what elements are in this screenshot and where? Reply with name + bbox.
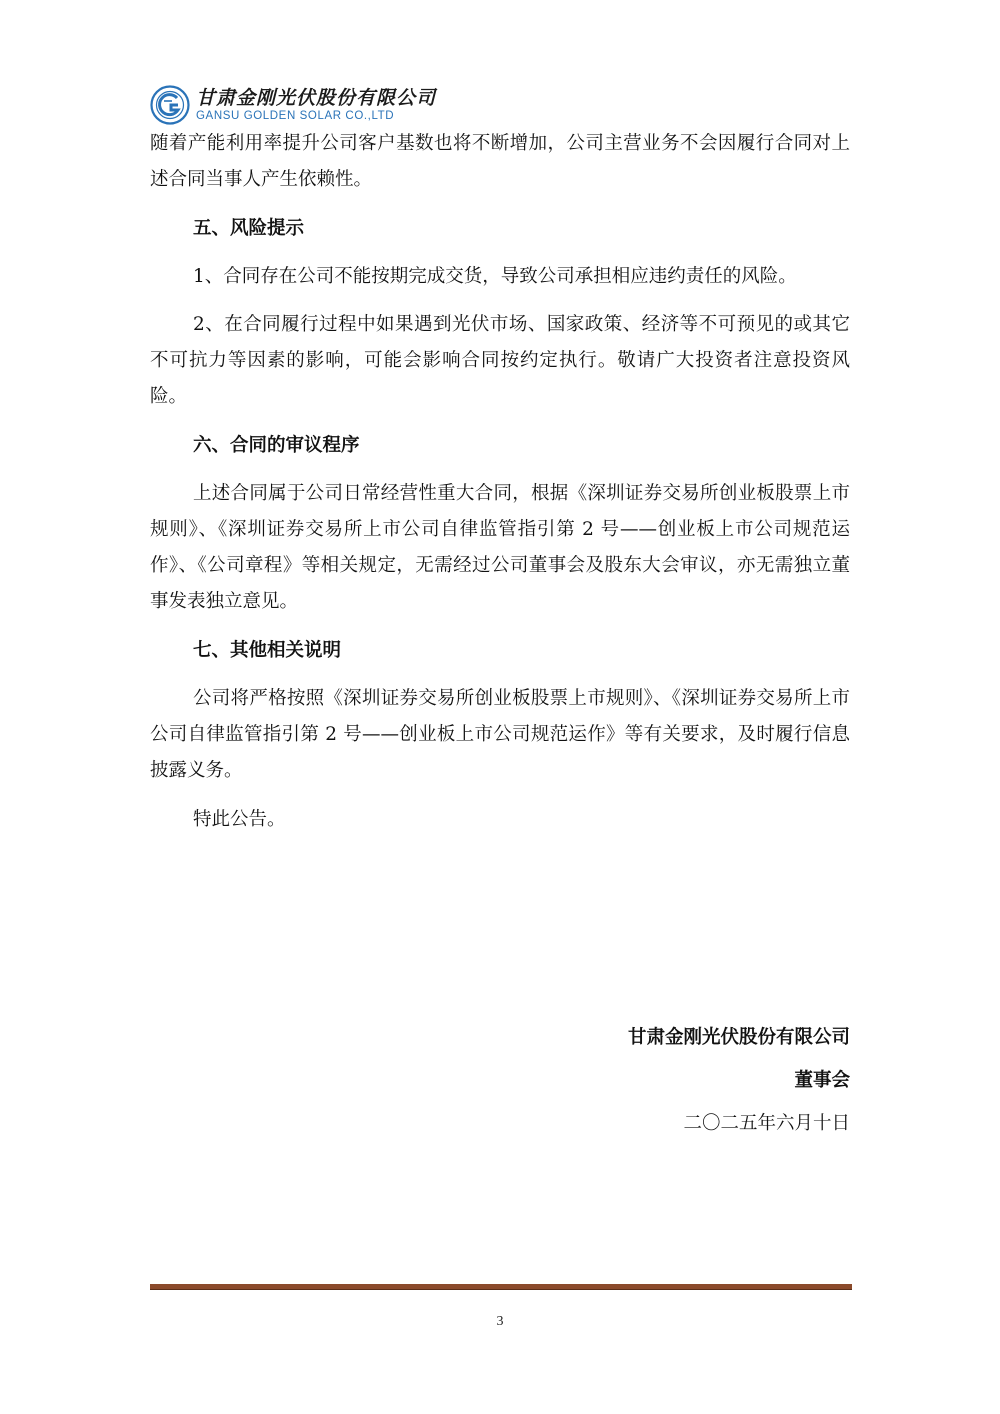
section-heading-risk: 五、风险提示 bbox=[193, 218, 305, 239]
company-name-cn: 甘肃金刚光伏股份有限公司 bbox=[196, 87, 437, 109]
signature-board: 董事会 bbox=[794, 1070, 850, 1091]
company-logo-icon bbox=[150, 85, 190, 125]
risk-item-2: 2、在合同履行过程中如果遇到光伏市场、国家政策、经济等不可预见的或其它不可抗力等因素的影响，可能会影响合同按约定执行。敬请广大投资者注意投资风险。 bbox=[150, 314, 850, 407]
company-logo-text bbox=[196, 87, 436, 123]
signature-company: 甘肃金刚光伏股份有限公司 bbox=[627, 1027, 850, 1048]
other-paragraph: 公司将严格按照《深圳证券交易所创业板股票上市规则》、《深圳证券交易所上市公司自律监管指引第 2 号——创业板上市公司规范运作》等有关要求，及时履行信息披露义务。 bbox=[150, 688, 850, 781]
intro-paragraph: 随着产能利用率提升公司客户基数也将不断增加，公司主营业务不会因履行合同对上述合同当事人产生依赖性。 bbox=[150, 133, 850, 190]
section-heading-other: 七、其他相关说明 bbox=[193, 640, 342, 661]
page-number: 3 bbox=[496, 1314, 504, 1329]
company-name-en: GANSU GOLDEN SOLAR CO.,LTD bbox=[196, 110, 395, 122]
signature-date: 二〇二五年六月十日 bbox=[683, 1113, 850, 1134]
footer-divider bbox=[150, 1284, 852, 1290]
page-header bbox=[150, 84, 436, 126]
section-heading-review: 六、合同的审议程序 bbox=[193, 435, 360, 456]
closing-statement: 特此公告。 bbox=[193, 809, 286, 830]
document-body bbox=[150, 126, 850, 838]
review-paragraph: 上述合同属于公司日常经营性重大合同，根据《深圳证券交易所创业板股票上市规则》、《深圳证券交易所上市公司自律监管指引第 2 号——创业板上市公司规范运作》、《公司章程》等相关规定，无需经过公司董事会及股东大会审议，亦无需独立董事发表独立意见。 bbox=[150, 483, 850, 612]
risk-item-1: 1、合同存在公司不能按期完成交货，导致公司承担相应违约责任的风险。 bbox=[193, 266, 797, 287]
